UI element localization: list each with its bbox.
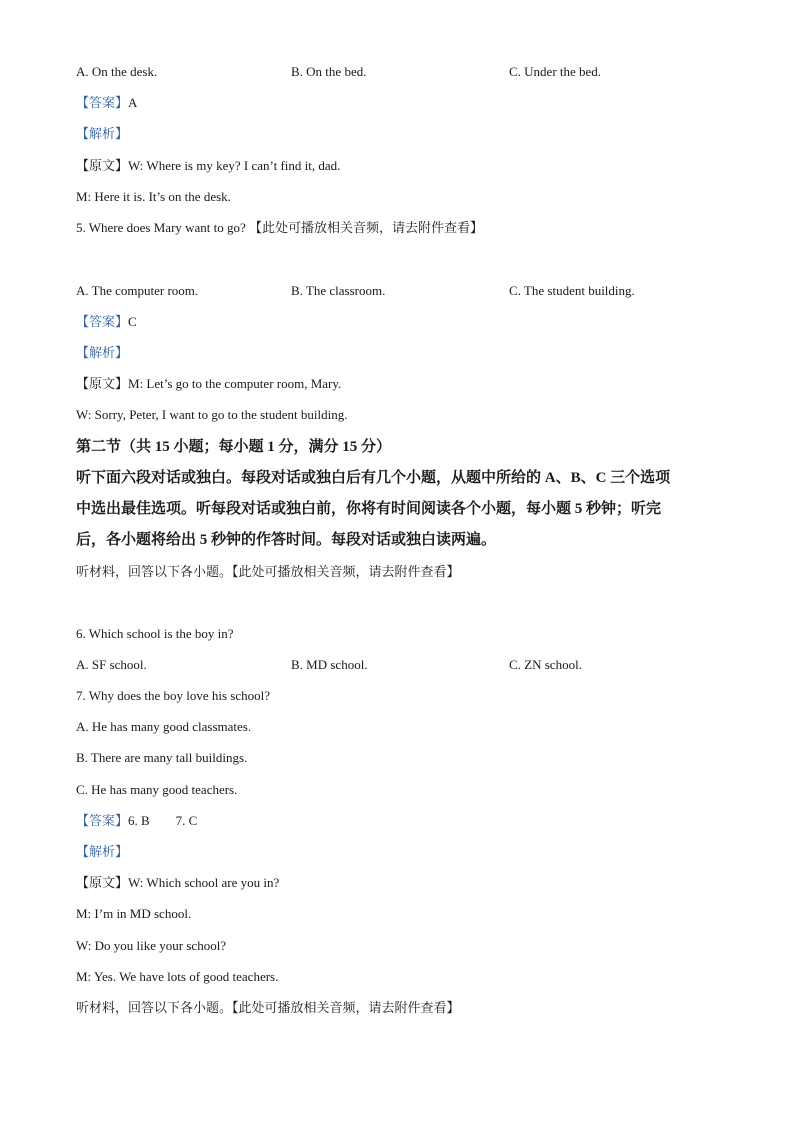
section-instruction-3: 后，各小题将给出 5 秒钟的作答时间。每段对话或独白读两遍。 bbox=[76, 532, 497, 548]
q5-analysis-line: 【解析】 bbox=[76, 345, 129, 360]
original-line bbox=[76, 157, 340, 175]
original-text: M: Let’s go to the computer room, Mary. bbox=[128, 376, 342, 391]
original-text: W: Which school are you in? bbox=[128, 875, 280, 890]
original-text: W: Where is my key? I can’t find it, dad. bbox=[128, 158, 341, 173]
q67-transcript-line-4: M: Yes. We have lots of good teachers. bbox=[76, 969, 279, 984]
analysis-line: 【解析】 bbox=[76, 126, 129, 141]
answer-tag: 【答案】 bbox=[76, 314, 129, 329]
q5-answer-line bbox=[76, 313, 137, 331]
q6-option-b: B. MD school. bbox=[291, 657, 368, 672]
q5-transcript-line: W: Sorry, Peter, I want to go to the student building. bbox=[76, 407, 348, 422]
q5-option-c: C. The student building. bbox=[509, 283, 635, 298]
answer-value: 6. B 7. C bbox=[128, 813, 198, 828]
answer-value: C bbox=[128, 314, 137, 329]
option-c: C. Under the bed. bbox=[509, 64, 602, 79]
answer-tag: 【答案】 bbox=[76, 813, 129, 828]
section-instruction-1: 听下面六段对话或独白。每段对话或独白后有几个小题，从题中所给的 A、B、C 三个选项 bbox=[76, 470, 671, 486]
q67-transcript-line-3: W: Do you like your school? bbox=[76, 938, 227, 953]
original-tag: 【原文】 bbox=[76, 875, 129, 890]
q7-option-c: C. He has many good teachers. bbox=[76, 782, 238, 797]
q67-original-line bbox=[76, 874, 279, 892]
q67-analysis-line: 【解析】 bbox=[76, 844, 129, 859]
question-7: 7. Why does the boy love his school? bbox=[76, 688, 271, 703]
answer-tag: 【答案】 bbox=[76, 95, 129, 110]
q67-answer-line bbox=[76, 812, 197, 830]
q7-option-b: B. There are many tall buildings. bbox=[76, 750, 248, 765]
answer-line bbox=[76, 94, 137, 112]
section-instruction-2: 中选出最佳选项。听每段对话或独白前，你将有时间阅读各个小题，每小题 5 秒钟；听完 bbox=[76, 501, 662, 517]
listen-prompt: 听材料，回答以下各小题。【此处可播放相关音频，请去附件查看】 bbox=[76, 564, 460, 579]
answer-value: A bbox=[128, 95, 138, 110]
q5-option-a: A. The computer room. bbox=[76, 283, 199, 298]
q7-option-a: A. He has many good classmates. bbox=[76, 719, 252, 734]
original-tag: 【原文】 bbox=[76, 158, 129, 173]
q5-original-line bbox=[76, 375, 341, 393]
next-listen-prompt: 听材料，回答以下各小题。【此处可播放相关音频，请去附件查看】 bbox=[76, 1000, 460, 1015]
question-6: 6. Which school is the boy in? bbox=[76, 626, 234, 641]
question-5: 5. Where does Mary want to go? 【此处可播放相关音频，请去附件查看】 bbox=[76, 220, 484, 235]
option-b: B. On the bed. bbox=[291, 64, 367, 79]
q6-option-a: A. SF school. bbox=[76, 657, 147, 672]
q5-option-b: B. The classroom. bbox=[291, 283, 386, 298]
transcript-line: M: Here it is. It’s on the desk. bbox=[76, 189, 231, 204]
option-a: A. On the desk. bbox=[76, 64, 158, 79]
q67-transcript-line-2: M: I’m in MD school. bbox=[76, 906, 192, 921]
q6-option-c: C. ZN school. bbox=[509, 657, 582, 672]
section-heading: 第二节（共 15 小题；每小题 1 分，满分 15 分） bbox=[76, 439, 392, 455]
original-tag: 【原文】 bbox=[76, 376, 129, 391]
